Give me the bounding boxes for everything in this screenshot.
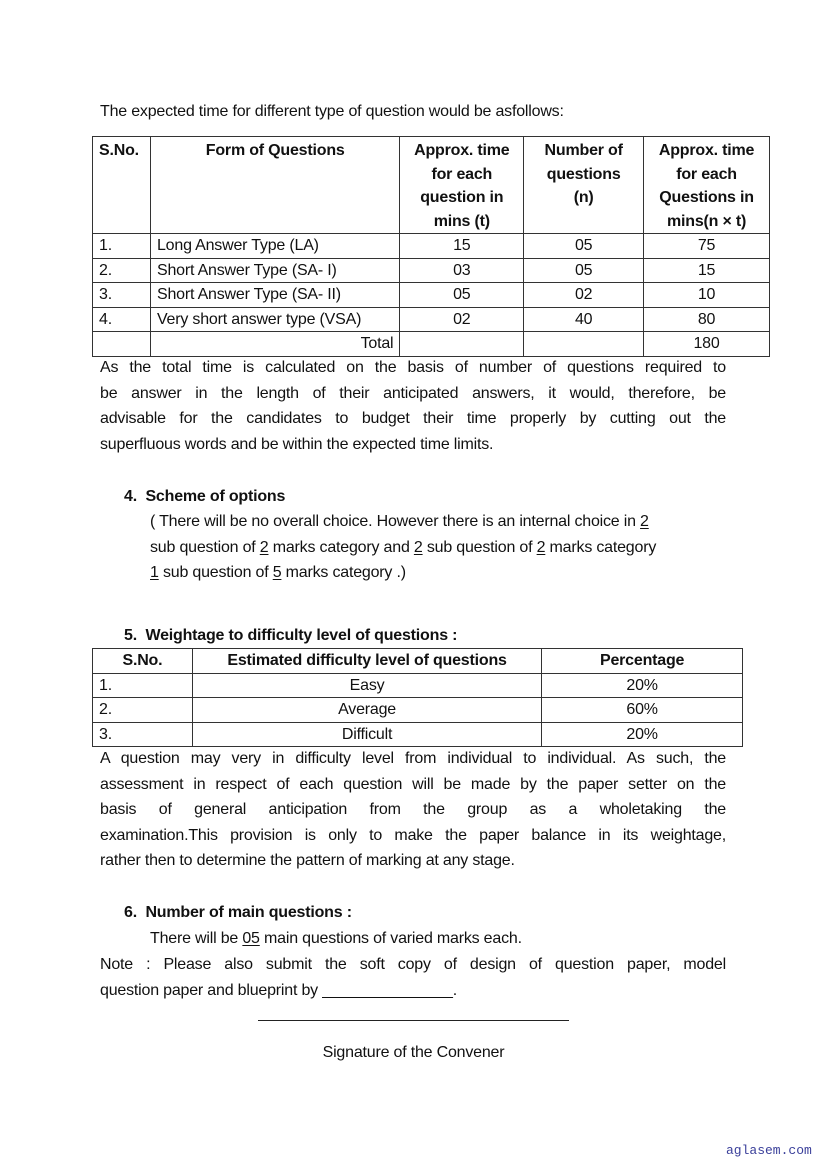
cell-total: 10 <box>644 283 770 308</box>
table-header-row <box>93 649 743 674</box>
cell-n: 05 <box>524 234 644 259</box>
table-header-row <box>93 137 770 234</box>
cell-sno: 2. <box>93 698 193 723</box>
cell-form: Long Answer Type (LA) <box>150 234 399 259</box>
cell-level: Average <box>192 698 541 723</box>
cell-sno: 1. <box>93 673 193 698</box>
section-4-body: ( There will be no overall choice. However there is an internal choice in 2 sub question of 2 marks category and 2 sub question of 2 marks category 1 sub question of 5 marks category .) <box>150 513 657 581</box>
header-sno: S.No. <box>93 649 193 674</box>
time-budget-paragraph <box>100 355 726 457</box>
signature-line <box>258 1020 569 1021</box>
cell-sno: 2. <box>93 258 151 283</box>
cell-n: 40 <box>524 307 644 332</box>
section-4-heading: 4. Scheme of options <box>124 488 286 505</box>
note-line: question paper and blueprint by _______________. <box>100 981 457 999</box>
cell-percentage: 20% <box>542 722 743 747</box>
cell-form: Very short answer type (VSA) <box>150 307 399 332</box>
cell-empty <box>93 332 151 357</box>
cell-sno: 1. <box>93 234 151 259</box>
table-row <box>93 698 743 723</box>
paragraph-line: be answer in the length of their anticipated answers, it would, therefore, be <box>100 384 726 402</box>
signature-label: Signature of the Convener <box>322 1044 505 1061</box>
cell-t: 03 <box>400 258 524 283</box>
cell-empty <box>524 332 644 357</box>
table-row <box>93 673 743 698</box>
paragraph-line: rather then to determine the pattern of marking at any stage. <box>100 852 515 869</box>
total-label: Total <box>150 332 399 357</box>
difficulty-table <box>92 648 743 747</box>
table-row <box>93 307 770 332</box>
paragraph-line: basis of general anticipation from the group as a wholetaking the <box>100 801 726 818</box>
paragraph-line: A question may very in difficulty level from individual to individual. As such, the <box>100 750 726 767</box>
header-time-each: Approx. time for each question in mins (t) <box>400 137 524 234</box>
table-row <box>93 722 743 747</box>
cell-percentage: 60% <box>542 698 743 723</box>
paragraph-line: examination.This provision is only to make the paper balance in its weightage, <box>100 826 726 844</box>
cell-sno: 3. <box>93 283 151 308</box>
date-blank: _______________ <box>322 981 453 999</box>
table-row <box>93 234 770 259</box>
header-percentage: Percentage <box>542 649 743 674</box>
section-6-body: There will be 05 main questions of varied marks each. <box>150 930 522 947</box>
cell-level: Difficult <box>192 722 541 747</box>
cell-total: 80 <box>644 307 770 332</box>
cell-t: 02 <box>400 307 524 332</box>
cell-sno: 3. <box>93 722 193 747</box>
cell-n: 02 <box>524 283 644 308</box>
header-difficulty: Estimated difficulty level of questions <box>192 649 541 674</box>
paragraph-line: superfluous words and be within the expected time limits. <box>100 435 494 453</box>
cell-t: 05 <box>400 283 524 308</box>
cell-sno: 4. <box>93 307 151 332</box>
time-table <box>92 136 770 357</box>
difficulty-paragraph <box>100 746 726 874</box>
cell-t: 15 <box>400 234 524 259</box>
paragraph-line: As the total time is calculated on the basis of number of questions required to <box>100 359 726 376</box>
section-6-heading: 6. Number of main questions : <box>124 904 352 921</box>
cell-total: 15 <box>644 258 770 283</box>
header-form: Form of Questions <box>150 137 399 234</box>
header-sno: S.No. <box>93 137 151 234</box>
table-total-row <box>93 332 770 357</box>
note-line: Note : Please also submit the soft copy of design of question paper, model <box>100 956 726 973</box>
table-row <box>93 283 770 308</box>
header-number: Number of questions (n) <box>524 137 644 234</box>
paragraph-line: assessment in respect of each question will be made by the paper setter on the <box>100 775 726 793</box>
header-total-time: Approx. time for each Questions in mins(n × t) <box>644 137 770 234</box>
cell-level: Easy <box>192 673 541 698</box>
cell-form: Short Answer Type (SA- II) <box>150 283 399 308</box>
cell-form: Short Answer Type (SA- I) <box>150 258 399 283</box>
cell-empty <box>400 332 524 357</box>
paragraph-line: advisable for the candidates to budget their time properly by cutting out the <box>100 410 726 427</box>
watermark: aglasem.com <box>726 1143 812 1158</box>
intro-text: The expected time for different type of question would be asfollows: <box>100 103 564 120</box>
cell-total: 75 <box>644 234 770 259</box>
cell-percentage: 20% <box>542 673 743 698</box>
section-5-heading: 5. Weightage to difficulty level of questions : <box>124 627 458 644</box>
total-value: 180 <box>644 332 770 357</box>
table-row <box>93 258 770 283</box>
note-paragraph <box>100 952 726 1003</box>
cell-n: 05 <box>524 258 644 283</box>
